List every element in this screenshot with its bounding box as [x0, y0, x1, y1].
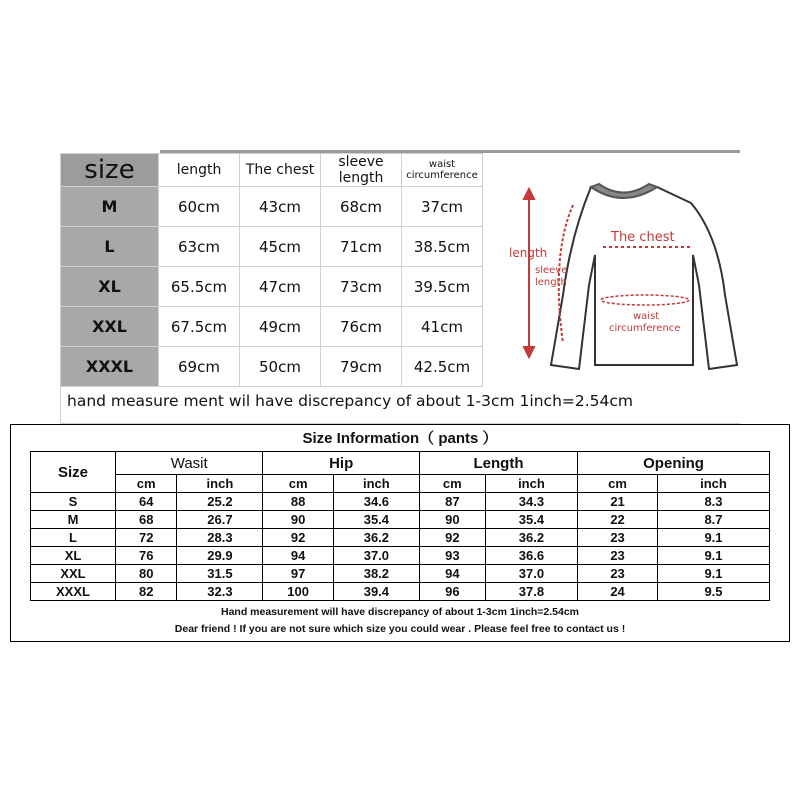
table-cell: 94	[419, 565, 485, 583]
table-cell: 88	[263, 493, 333, 511]
table-cell: 92	[263, 529, 333, 547]
table-cell: 24	[578, 583, 658, 601]
table-cell: 26.7	[177, 511, 263, 529]
pants-title: Size Information（ pants ）	[302, 430, 498, 447]
size-label: XL	[61, 267, 159, 307]
size-label: XXXL	[61, 347, 159, 387]
table-cell: 43cm	[240, 187, 321, 227]
table-cell: 90	[263, 511, 333, 529]
table-cell: 34.3	[485, 493, 577, 511]
table-cell: 41cm	[402, 307, 483, 347]
size-header: size	[61, 154, 159, 187]
table-cell: 87	[419, 493, 485, 511]
table-cell: 49cm	[240, 307, 321, 347]
size-label: XXL	[31, 565, 116, 583]
table-cell: 36.2	[485, 529, 577, 547]
table-cell: 37cm	[402, 187, 483, 227]
unit-cell: inch	[177, 475, 263, 493]
table-cell: 71cm	[321, 227, 402, 267]
unit-row	[31, 475, 770, 493]
table-cell: 38.2	[333, 565, 419, 583]
table-cell: 31.5	[177, 565, 263, 583]
table-cell: 42.5cm	[402, 347, 483, 387]
table-row	[31, 493, 770, 511]
table-cell: 73cm	[321, 267, 402, 307]
size-label: S	[31, 493, 116, 511]
shirt-outline-icon	[551, 187, 737, 369]
table-cell: 35.4	[333, 511, 419, 529]
table-row	[31, 583, 770, 601]
table-header-row	[31, 452, 770, 475]
diagram-sleeve-label: sleeve	[535, 265, 568, 276]
table-cell: 80	[116, 565, 177, 583]
table-cell: 28.3	[177, 529, 263, 547]
table-cell: 63cm	[159, 227, 240, 267]
table-row	[31, 511, 770, 529]
table-cell: 8.7	[657, 511, 769, 529]
table-cell: 38.5cm	[402, 227, 483, 267]
table-cell: 90	[419, 511, 485, 529]
header-length: Length	[419, 452, 577, 475]
table-cell: 32.3	[177, 583, 263, 601]
table-row	[61, 187, 483, 227]
collar-icon	[591, 184, 657, 198]
table-cell: 36.2	[333, 529, 419, 547]
table-row	[31, 547, 770, 565]
table-cell: 23	[578, 529, 658, 547]
table-cell: 67.5cm	[159, 307, 240, 347]
size-label: XXL	[61, 307, 159, 347]
table-cell: 45cm	[240, 227, 321, 267]
table-cell: 50cm	[240, 347, 321, 387]
header-opening: Opening	[578, 452, 770, 475]
table-cell: 9.1	[657, 565, 769, 583]
size-label: L	[31, 529, 116, 547]
table-cell: 37.0	[333, 547, 419, 565]
size-label: XL	[31, 547, 116, 565]
shirt-size-table	[60, 153, 483, 387]
unit-cell: cm	[578, 475, 658, 493]
table-cell: 93	[419, 547, 485, 565]
table-cell: 23	[578, 547, 658, 565]
table-cell: 25.2	[177, 493, 263, 511]
table-cell: 82	[116, 583, 177, 601]
diagram-waist-label: waist	[633, 311, 660, 322]
header-length: length	[159, 154, 240, 187]
table-cell: 97	[263, 565, 333, 583]
header-sleeve-length: sleeve length	[321, 154, 402, 187]
diagram-length-label: length	[509, 246, 548, 260]
size-header: Size	[31, 452, 116, 493]
table-cell: 96	[419, 583, 485, 601]
table-cell: 92	[419, 529, 485, 547]
table-header-row	[61, 154, 483, 187]
diagram-sleeve-label-2: length	[535, 277, 567, 288]
table-cell: 65.5cm	[159, 267, 240, 307]
table-cell: 39.5cm	[402, 267, 483, 307]
table-cell: 76cm	[321, 307, 402, 347]
unit-cell: inch	[657, 475, 769, 493]
table-cell: 35.4	[485, 511, 577, 529]
table-cell: 39.4	[333, 583, 419, 601]
table-cell: 64	[116, 493, 177, 511]
header-hip: Hip	[263, 452, 419, 475]
table-cell: 69cm	[159, 347, 240, 387]
size-label: XXXL	[31, 583, 116, 601]
pants-table-body	[31, 493, 770, 601]
table-cell: 94	[263, 547, 333, 565]
table-cell: 9.1	[657, 529, 769, 547]
table-cell: 37.8	[485, 583, 577, 601]
table-cell: 37.0	[485, 565, 577, 583]
table-cell: 8.3	[657, 493, 769, 511]
table-cell: 68	[116, 511, 177, 529]
size-label: L	[61, 227, 159, 267]
table-row	[61, 307, 483, 347]
header-waist: Wasit	[116, 452, 263, 475]
shirt-measurement-diagram	[503, 175, 743, 375]
pants-size-table	[30, 451, 770, 601]
table-cell: 79cm	[321, 347, 402, 387]
unit-cell: inch	[333, 475, 419, 493]
table-cell: 9.5	[657, 583, 769, 601]
pants-contact-note: Dear friend ! If you are not sure which size you could wear . Please feel free to contact us !	[174, 623, 626, 635]
table-cell: 100	[263, 583, 333, 601]
header-chest: The chest	[240, 154, 321, 187]
diagram-chest-label: The chest	[611, 230, 675, 245]
table-row	[31, 529, 770, 547]
length-arrow-icon	[524, 189, 534, 357]
table-cell: 47cm	[240, 267, 321, 307]
unit-cell: cm	[116, 475, 177, 493]
table-cell: 23	[578, 565, 658, 583]
pants-measurement-note: Hand measurement will have discrepancy of about 1-3cm 1inch=2.54cm	[220, 606, 579, 618]
diagram-waist-label-2: circumference	[609, 323, 681, 334]
table-cell: 72	[116, 529, 177, 547]
table-row	[31, 565, 770, 583]
unit-cell: cm	[419, 475, 485, 493]
table-cell: 29.9	[177, 547, 263, 565]
table-cell: 76	[116, 547, 177, 565]
table-row	[61, 227, 483, 267]
unit-cell: cm	[263, 475, 333, 493]
table-cell: 9.1	[657, 547, 769, 565]
table-cell: 60cm	[159, 187, 240, 227]
table-cell: 68cm	[321, 187, 402, 227]
header-waist-circumference: waist circumference	[402, 154, 483, 187]
shirt-measurement-note: hand measure ment wil have discrepancy of about 1-3cm 1inch=2.54cm	[60, 378, 740, 424]
size-label: M	[31, 511, 116, 529]
unit-cell: inch	[485, 475, 577, 493]
waist-ellipse-icon	[601, 295, 689, 305]
table-cell: 22	[578, 511, 658, 529]
table-row	[61, 267, 483, 307]
table-cell: 36.6	[485, 547, 577, 565]
size-label: M	[61, 187, 159, 227]
table-cell: 34.6	[333, 493, 419, 511]
table-cell: 21	[578, 493, 658, 511]
